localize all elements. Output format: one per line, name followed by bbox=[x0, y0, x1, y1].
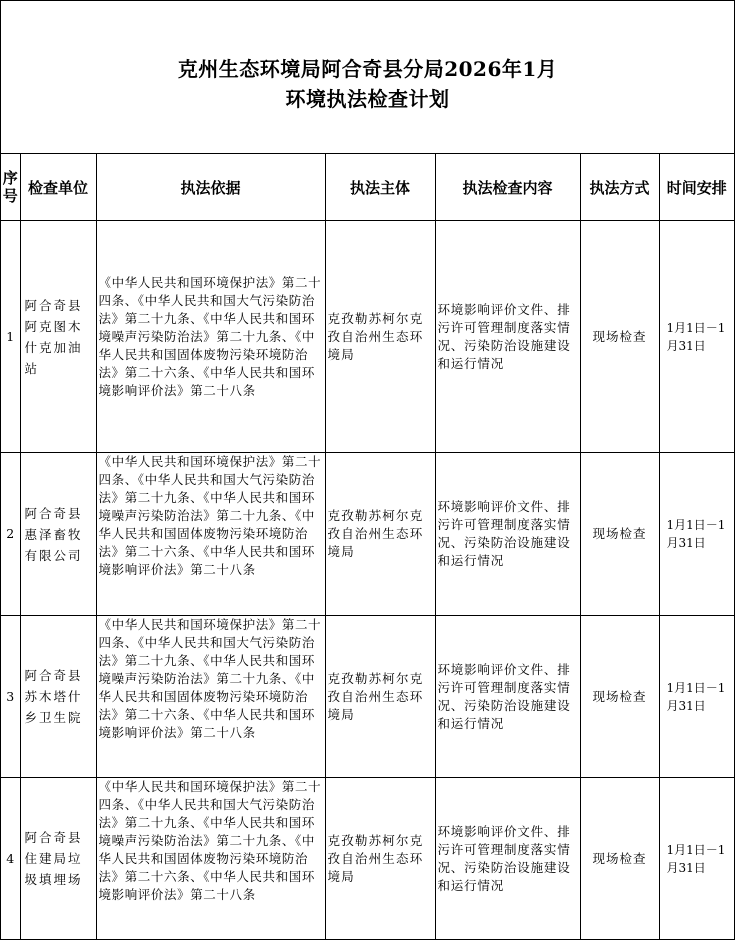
cell-basis: 《中华人民共和国环境保护法》第二十四条、《中华人民共和国大气污染防治法》第二十九条、《中华人民共和国环境噪声污染防治法》第二十九条、《中华人民共和国固体废物污染环境防治法》第二十六条、《中华人民共和国环境影响评价法》第二十八条 bbox=[96, 221, 325, 453]
cell-subject: 克孜勒苏柯尔克孜自治州生态环境局 bbox=[325, 221, 435, 453]
cell-method: 现场检查 bbox=[580, 221, 659, 453]
cell-content: 环境影响评价文件、排污许可管理制度落实情况、污染防治设施建设和运行情况 bbox=[435, 778, 580, 940]
header-no: 序号 bbox=[1, 154, 20, 221]
cell-method: 现场检查 bbox=[580, 778, 659, 940]
cell-no: 2 bbox=[1, 453, 20, 616]
cell-content: 环境影响评价文件、排污许可管理制度落实情况、污染防治设施建设和运行情况 bbox=[435, 221, 580, 453]
table-row bbox=[1, 616, 734, 778]
table-header-row bbox=[1, 154, 734, 221]
header-time: 时间安排 bbox=[659, 154, 734, 221]
cell-basis: 《中华人民共和国环境保护法》第二十四条、《中华人民共和国大气污染防治法》第二十九条、《中华人民共和国环境噪声污染防治法》第二十九条、《中华人民共和国固体废物污染环境防治法》第二十六条、《中华人民共和国环境影响评价法》第二十八条 bbox=[96, 453, 325, 616]
header-unit: 检查单位 bbox=[20, 154, 96, 221]
table-row bbox=[1, 221, 734, 453]
header-content: 执法检查内容 bbox=[435, 154, 580, 221]
cell-time: 1月1日－1月31日 bbox=[659, 616, 734, 778]
cell-unit: 阿合奇县苏木塔什乡卫生院 bbox=[20, 616, 96, 778]
cell-subject: 克孜勒苏柯尔克孜自治州生态环境局 bbox=[325, 616, 435, 778]
cell-time: 1月1日－1月31日 bbox=[659, 453, 734, 616]
inspection-plan-table bbox=[1, 153, 734, 940]
cell-time: 1月1日－1月31日 bbox=[659, 221, 734, 453]
cell-no: 3 bbox=[1, 616, 20, 778]
document-title: 克州生态环境局阿合奇县分局2026年1月 bbox=[177, 57, 558, 81]
header-subject: 执法主体 bbox=[325, 154, 435, 221]
cell-unit: 阿合奇县惠泽畜牧有限公司 bbox=[20, 453, 96, 616]
title-area bbox=[1, 1, 734, 154]
cell-content: 环境影响评价文件、排污许可管理制度落实情况、污染防治设施建设和运行情况 bbox=[435, 616, 580, 778]
cell-no: 1 bbox=[1, 221, 20, 453]
cell-method: 现场检查 bbox=[580, 616, 659, 778]
cell-no: 4 bbox=[1, 778, 20, 940]
header-method: 执法方式 bbox=[580, 154, 659, 221]
cell-subject: 克孜勒苏柯尔克孜自治州生态环境局 bbox=[325, 778, 435, 940]
document-subtitle: 环境执法检查计划 bbox=[285, 87, 450, 111]
cell-time: 1月1日－1月31日 bbox=[659, 778, 734, 940]
cell-basis: 《中华人民共和国环境保护法》第二十四条、《中华人民共和国大气污染防治法》第二十九条、《中华人民共和国环境噪声污染防治法》第二十九条、《中华人民共和国固体废物污染环境防治法》第二十六条、《中华人民共和国环境影响评价法》第二十八条 bbox=[96, 616, 325, 778]
cell-method: 现场检查 bbox=[580, 453, 659, 616]
header-basis: 执法依据 bbox=[96, 154, 325, 221]
cell-unit: 阿合奇县住建局垃圾填埋场 bbox=[20, 778, 96, 940]
table-row bbox=[1, 778, 734, 940]
cell-content: 环境影响评价文件、排污许可管理制度落实情况、污染防治设施建设和运行情况 bbox=[435, 453, 580, 616]
table-row bbox=[1, 453, 734, 616]
cell-basis: 《中华人民共和国环境保护法》第二十四条、《中华人民共和国大气污染防治法》第二十九条、《中华人民共和国环境噪声污染防治法》第二十九条、《中华人民共和国固体废物污染环境防治法》第二十六条、《中华人民共和国环境影响评价法》第二十八条 bbox=[96, 778, 325, 940]
cell-unit: 阿合奇县阿克图木什克加油站 bbox=[20, 221, 96, 453]
cell-subject: 克孜勒苏柯尔克孜自治州生态环境局 bbox=[325, 453, 435, 616]
